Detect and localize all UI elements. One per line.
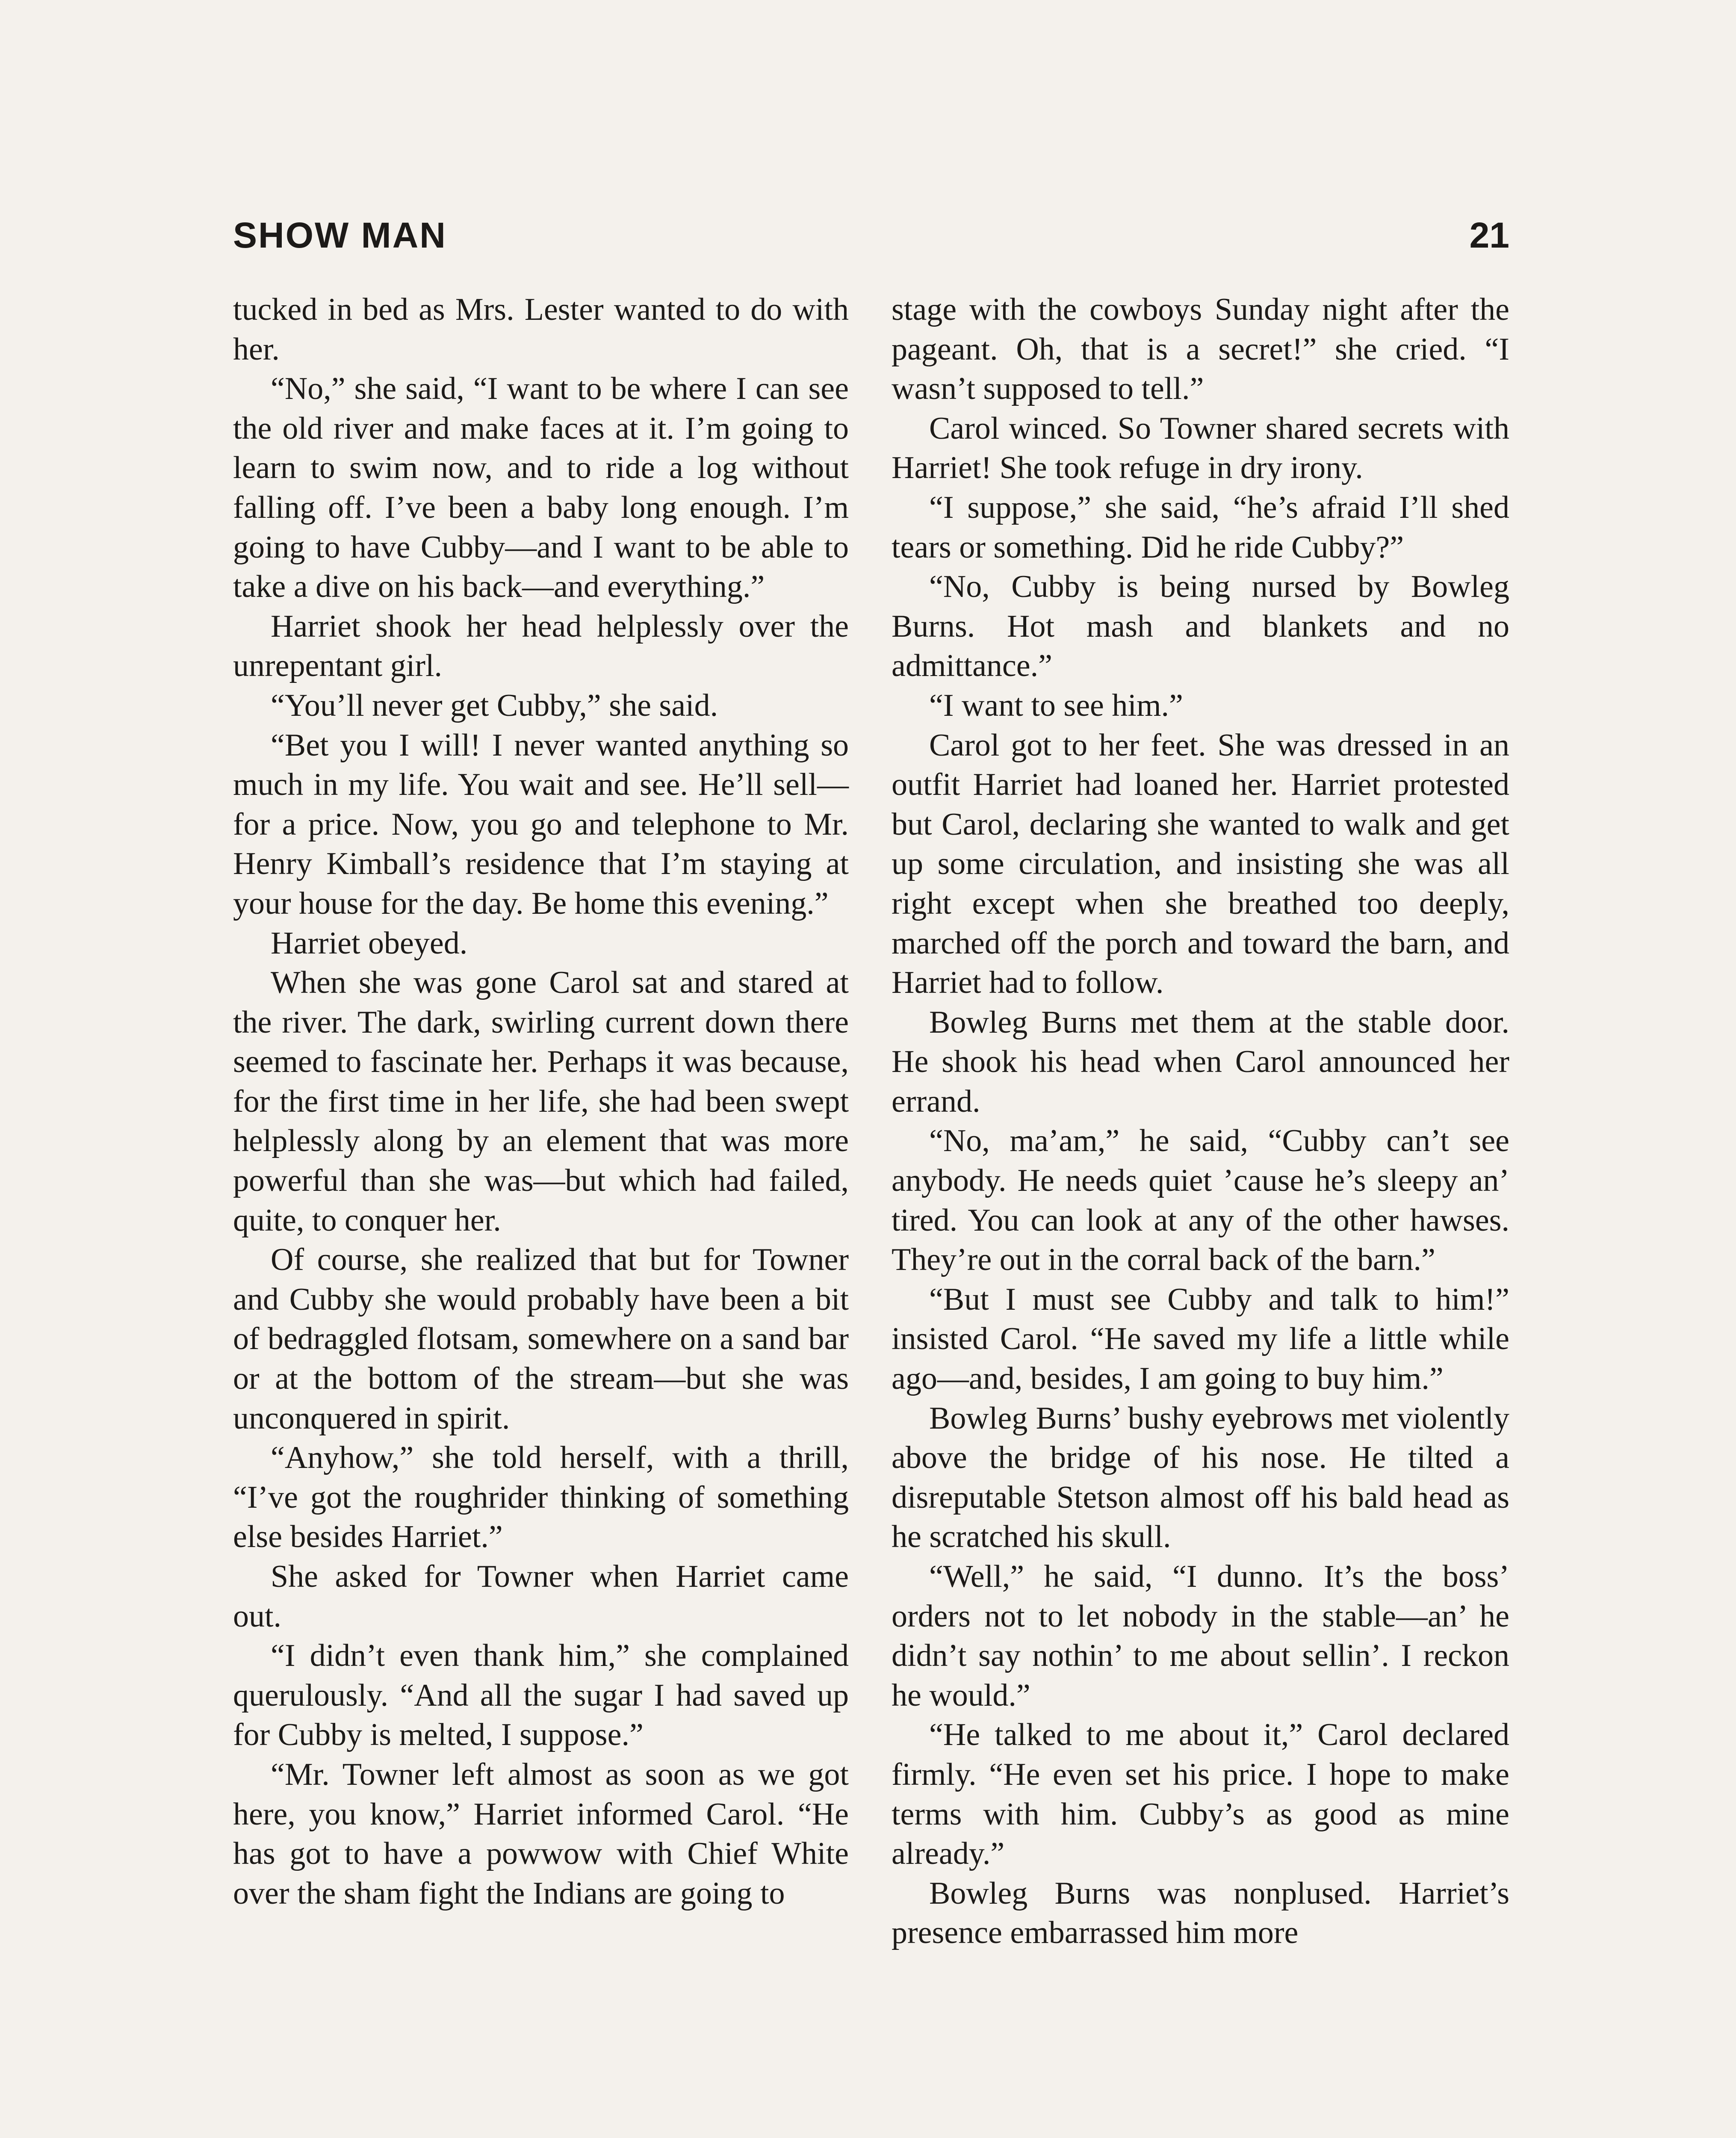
left-column [233, 290, 849, 1913]
paragraph: “Mr. Towner left almost as soon as we got here, you know,” Harriet informed Carol. “He has got to have a powwow with Chief White over the sham fight the Indians are going to [233, 1757, 849, 1911]
paragraph: Bowleg Burns was nonplused. Harriet’s presence embarrassed him more [892, 1875, 1509, 1951]
paragraph: “No,” she said, “I want to be where I can see the old river and make faces at it. I’m going to learn to swim now, and to ride a log without falling off. I’ve been a baby long enough. I’m going to have Cubby—and I want to be able to take a dive on his back—and everything.” [233, 371, 849, 605]
paragraph: Carol got to her feet. She was dressed in an outfit Harriet had loaned her. Harriet protested but Carol, declaring she wanted to walk and get up some circulation, and insisting she was all right except when she breathed too deeply, marched off the porch and toward the barn, and Harriet had to follow. [892, 727, 1509, 1001]
paragraph: “I want to see him.” [929, 688, 1183, 723]
paragraph: “No, ma’am,” he said, “Cubby can’t see anybody. He needs quiet ’cause he’s sleepy an’ tired. You can look at any of the other hawses. They’re out in the corral back of the barn.” [892, 1123, 1509, 1278]
paragraph: “I suppose,” she said, “he’s afraid I’ll shed tears or something. Did he ride Cubby?” [892, 490, 1509, 565]
running-title: SHOW MAN [233, 215, 447, 255]
paragraph: “I didn’t even thank him,” she complained querulously. “And all the sugar I had saved up for Cubby is melted, I suppose.” [233, 1638, 849, 1753]
paragraph: tucked in bed as Mrs. Lester wanted to do with her. [233, 292, 849, 367]
right-column [892, 290, 1509, 1953]
paragraph: Carol winced. So Towner shared secrets with Harriet! She took refuge in dry irony. [892, 410, 1509, 486]
paragraph: When she was gone Carol sat and stared at the river. The dark, swirling current down there seemed to fascinate her. Perhaps it was because, for the first time in her life, she had been swept helplessly along by an element that was more powerful than she was—but which had failed, quite, to conquer her. [233, 965, 849, 1238]
paragraph: “Well,” he said, “I dunno. It’s the boss’ orders not to let nobody in the stable—an’ he didn’t say nothin’ to me about sellin’. I reckon he would.” [892, 1559, 1509, 1713]
paragraph: stage with the cowboys Sunday night after the pageant. Oh, that is a secret!” she cried. “I wasn’t supposed to tell.” [892, 292, 1509, 407]
paragraph: Harriet shook her head helplessly over the unrepentant girl. [233, 608, 849, 684]
paragraph: Bowleg Burns met them at the stable door. He shook his head when Carol announced her errand. [892, 1004, 1509, 1119]
paragraph: “He talked to me about it,” Carol declared firmly. “He even set his price. I hope to make terms with him. Cubby’s as good as mine already.” [892, 1717, 1509, 1872]
paragraph: “You’ll never get Cubby,” she said. [271, 688, 718, 723]
paragraph: She asked for Towner when Harriet came out. [233, 1559, 849, 1634]
paragraph: “Anyhow,” she told herself, with a thrill, “I’ve got the roughrider thinking of something else besides Harriet.” [233, 1440, 849, 1555]
running-head [233, 212, 1509, 259]
paragraph: Bowleg Burns’ bushy eyebrows met violently above the bridge of his nose. He tilted a disreputable Stetson almost off his bald head as he scratched his skull. [892, 1400, 1509, 1555]
paragraph: Of course, she realized that but for Towner and Cubby she would probably have been a bit of bedraggled flotsam, somewhere on a sand bar or at the bottom of the stream—but she was unconquered in spirit. [233, 1242, 849, 1436]
page-number: 21 [1469, 215, 1509, 255]
paragraph: “No, Cubby is being nursed by Bowleg Burns. Hot mash and blankets and no admittance.” [892, 569, 1509, 684]
paragraph: “Bet you I will! I never wanted anything so much in my life. You wait and see. He’ll sell—for a price. Now, you go and telephone to Mr. Henry Kimball’s residence that I’m staying at your house for the day. Be home this evening.” [233, 727, 849, 921]
paragraph: Harriet obeyed. [271, 925, 468, 961]
paragraph: “But I must see Cubby and talk to him!” insisted Carol. “He saved my life a little while ago—and, besides, I am going to buy him.” [892, 1282, 1509, 1397]
